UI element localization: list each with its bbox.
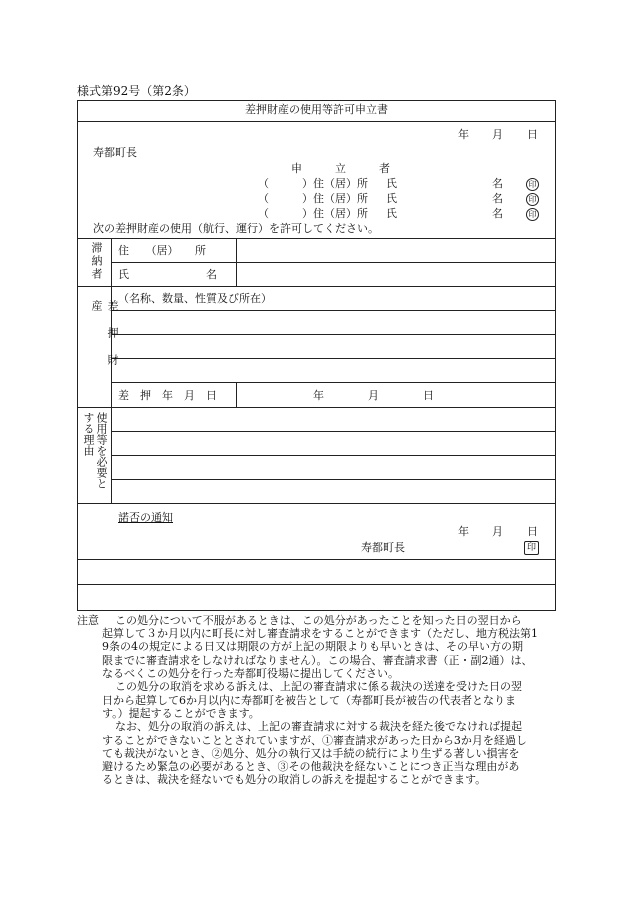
applicant-name-suffix-1: 名 xyxy=(492,177,503,190)
form-title: 差押財産の使用等許可申立書 xyxy=(245,103,388,116)
header-date-day: 日 xyxy=(527,128,538,141)
row-divider xyxy=(111,358,556,359)
seized-property-section-label: 差押財産 xyxy=(90,300,119,381)
note-line: 避けるため緊急の必要があるとき、③その他裁決を経ないことにつき正当な理由があ xyxy=(102,760,520,773)
row-divider xyxy=(77,584,556,585)
applicant-name-suffix-2: 名 xyxy=(492,192,503,205)
applicant-address-label-1: （ ）住（居）所 xyxy=(258,177,368,190)
note-line: なお、処分の取消の訴えは、上記の審査請求に対する裁決を経た後でなければ提起 xyxy=(115,720,522,733)
seized-property-description-label: （名称、数量、性質及び所在） xyxy=(118,292,272,305)
row-divider xyxy=(111,455,556,456)
header-date-year: 年 xyxy=(458,128,469,141)
approval-date-year: 年 xyxy=(458,525,469,538)
row-divider xyxy=(111,334,556,335)
note-line: 9条の4の規定による日又は期限の方が上記の期限よりも早いときは、その早い方の期 xyxy=(102,640,523,653)
seal-icon: 印 xyxy=(526,193,539,206)
note-line: す。）提起することができます。 xyxy=(102,707,260,720)
row-divider xyxy=(111,431,556,432)
section-divider xyxy=(77,286,556,287)
delinquent-name-label: 氏 名 xyxy=(118,268,217,281)
applicant-name-label-1: 氏 xyxy=(386,177,397,190)
approval-heading: 諾否の通知 xyxy=(118,511,173,524)
note-line: 日から起算して6か月以内に寿都町を被告として（寿都町長が被告の代表者となりま xyxy=(102,694,516,707)
approval-date-day: 日 xyxy=(527,525,538,538)
approval-date-month: 月 xyxy=(492,525,503,538)
applicant-address-label-3: （ ）住（居）所 xyxy=(258,207,368,220)
delinquent-section-label: 滞納者 xyxy=(90,242,103,281)
applicant-name-label-3: 氏 xyxy=(386,207,397,220)
applicant-heading: 申 立 者 xyxy=(291,162,390,175)
notes-label: 注意 xyxy=(77,614,99,627)
section-divider xyxy=(77,559,556,560)
note-line: 限までに審査請求をしなければなりません）。この場合、審査請求書（正・副2通）は、 xyxy=(102,654,533,667)
section-divider xyxy=(77,407,556,408)
applicant-name-suffix-3: 名 xyxy=(492,207,503,220)
row-divider xyxy=(111,479,556,480)
approval-issuer: 寿都町長 xyxy=(361,541,405,554)
applicant-name-label-2: 氏 xyxy=(386,192,397,205)
seizure-date-label: 差 押 年 月 日 xyxy=(118,389,217,402)
note-line: るときは、裁決を経ないでも処分の取消しの訴えを提起することができます。 xyxy=(102,773,487,786)
reason-section-label: 使用等を必要とする理由 xyxy=(82,412,108,489)
field-column-divider xyxy=(236,238,237,286)
note-line: ても裁決がないとき、②処分、処分の執行又は手続の続行により生ずる著しい損害を xyxy=(102,747,520,760)
form-number: 様式第92号（第2条） xyxy=(77,84,196,98)
field-column-divider xyxy=(236,382,237,407)
applicant-address-label-2: （ ）住（居）所 xyxy=(258,192,368,205)
delinquent-address-label: 住 （居） 所 xyxy=(118,244,206,257)
seal-icon: 印 xyxy=(526,178,539,191)
note-line: なるべくこの処分を行った寿都町役場に提出してください。 xyxy=(102,667,399,680)
section-divider xyxy=(77,503,556,504)
addressee: 寿都町長 xyxy=(93,146,137,159)
note-line: 起算して３か月以内に町長に対し審査請求をすることができます（ただし、地方税法第1 xyxy=(102,627,538,640)
title-divider xyxy=(77,121,556,122)
row-divider xyxy=(111,262,556,263)
section-divider xyxy=(77,238,556,239)
row-divider xyxy=(111,310,556,311)
note-line: この処分の取消を求める訴えは、上記の審査請求に係る裁決の送達を受けた日の翌 xyxy=(115,680,522,693)
row-divider xyxy=(111,382,556,383)
request-text: 次の差押財産の使用（航行、運行）を許可してください。 xyxy=(93,222,379,235)
official-seal-icon: 印 xyxy=(524,541,539,555)
seizure-date-value: 年 月 日 xyxy=(313,389,434,402)
seal-icon: 印 xyxy=(526,208,539,221)
note-line: この処分について不服があるときは、この処分があったことを知った日の翌日から xyxy=(115,614,522,627)
header-date-month: 月 xyxy=(492,128,503,141)
note-line: することができないこととされていますが、①審査請求があった日から3か月を経過し xyxy=(102,734,527,747)
